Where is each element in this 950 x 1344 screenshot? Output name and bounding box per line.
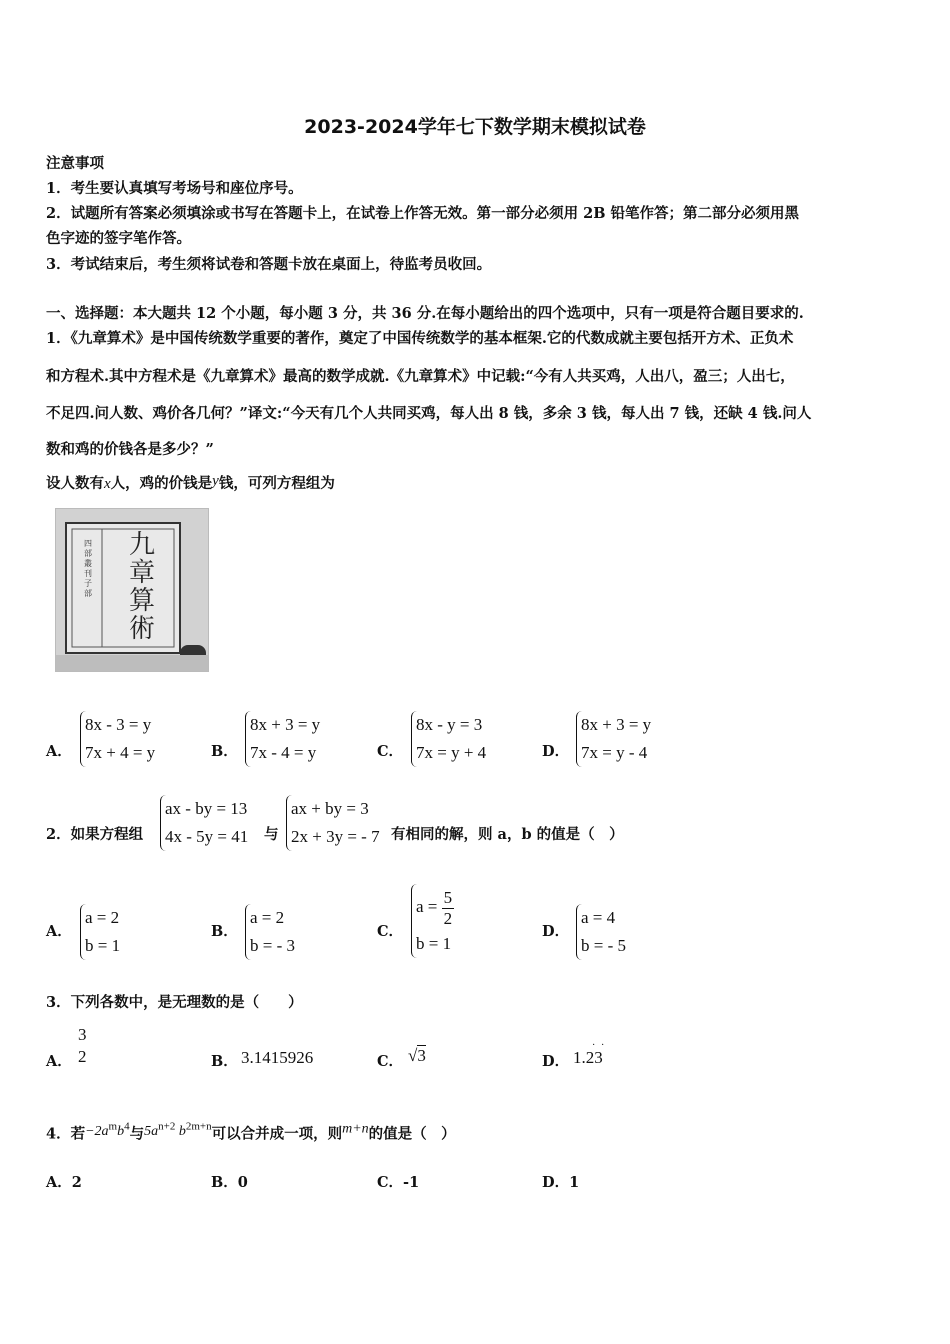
repeating-dot: · [592,1040,596,1051]
q1-option-a-system: 8x - 3 = y 7x + 4 = y [80,711,155,767]
book-image [55,508,209,672]
q1-line: 1．《九章算术》是中国传统数学重要的著作，奠定了中国传统数学的基本框架.它的代数成就主要包括开方术、正负术 [46,330,794,347]
q2-option-a-label: A． [46,923,72,940]
radical-sign: √ [408,1046,418,1065]
repeating-dot: · [601,1040,605,1051]
q3-stem: 3．下列各数中，是无理数的是（ ） [46,994,303,1011]
q3-option-c-value: √3 [408,1046,426,1065]
q2-suffix: 有相同的解，则 a，b 的值是（ ） [391,826,624,843]
fraction: 3 2 [78,1025,87,1066]
q4-option-a: A．2 [46,1174,82,1191]
q2-option-c-label: C． [377,923,404,940]
section-heading: 一、选择题：本大题共 12 个小题，每小题 3 分，共 36 分.在每小题给出的四个选项中，只有一项是符合题目要求的. [46,305,804,322]
q1-option-d-label: D． [542,743,570,760]
q1-setup: 设人数有x人，鸡的价钱是y钱，可列方程组为 [46,473,335,492]
q2-option-b-label: B． [211,923,238,940]
q2-option-c-system: a = $\frac{5}{2}$ b = 1 [411,884,454,958]
q3-option-a-label: A． [46,1053,72,1070]
fraction: $\frac{5}{2}$ [443,888,453,928]
q3-option-d-value: 1.23 · · [573,1040,605,1067]
q1-line: 不足四.问人数、鸡价各几何？”译文:“今天有几个人共同买鸡，每人出 8 钱，多余 3 钱，每人出 7 钱，还缺 4 钱.问人 [46,405,812,422]
q3-option-a-value [76,1024,89,1068]
q2-option-b-system: a = 2 b = - 3 [245,904,295,960]
q3-option-b-label: B． [211,1053,238,1070]
notice-item: 2．试题所有答案必须填涂或书写在答题卡上，在试卷上作答无效。第一部分必须用 2B 铅笔作答；第二部分必须用黑 [46,205,800,222]
q4-option-b: B．0 [211,1174,248,1191]
q2-system-1: ax - by = 13 4x - 5y = 41 [160,795,248,851]
q1-line: 和方程术.其中方程术是《九章算术》最高的数学成就.《九章算术》中记载:“今有人共买鸡，人出八，盈三；人出七， [46,368,795,385]
q2-mid: 与 [264,826,279,843]
q2-system-2: ax + by = 3 2x + 3y = - 7 [286,795,380,851]
q1-option-a-label: A． [46,743,72,760]
q4-stem: 4．若$-2a^mb^4$与$5a^{n+2}$ $b^{2m+n}$可以合并成一项，则m+n的值是（ ） [46,1120,456,1143]
q2-option-a-system: a = 2 b = 1 [80,904,120,960]
q3-option-b-value: 3.1415926 [241,1048,314,1067]
page-title: 2023-2024学年七下数学期末模拟试卷 [304,116,646,138]
notice-item: 3．考试结束后，考生须将试卷和答题卡放在桌面上，待监考员收回。 [46,256,492,273]
q2-option-d-system: a = 4 b = - 5 [576,904,626,960]
q1-option-b-label: B． [211,743,238,760]
notice-item: 1．考生要认真填写考场号和座位序号。 [46,180,303,197]
q4-option-d: D．1 [542,1174,580,1191]
notice-heading: 注意事项 [46,155,104,172]
book-side-text: 四部叢刊子部 [84,539,92,598]
q1-option-d-system: 8x + 3 = y 7x = y - 4 [576,711,651,767]
q1-option-c-label: C． [377,743,404,760]
q1-option-c-system: 8x - y = 3 7x = y + 4 [411,711,486,767]
q3-option-c-label: C． [377,1053,404,1070]
book-title-text: 九章算術 [128,530,155,644]
q1-option-b-system: 8x + 3 = y 7x - 4 = y [245,711,320,767]
q2-prefix: 2．如果方程组 [46,826,144,843]
notice-item: 色字迹的签字笔作答。 [46,230,191,247]
q1-line: 数和鸡的价钱各是多少？” [46,441,214,458]
q2-option-d-label: D． [542,923,570,940]
q4-option-c: C．-1 [377,1174,420,1191]
q3-option-d-label: D． [542,1053,570,1070]
